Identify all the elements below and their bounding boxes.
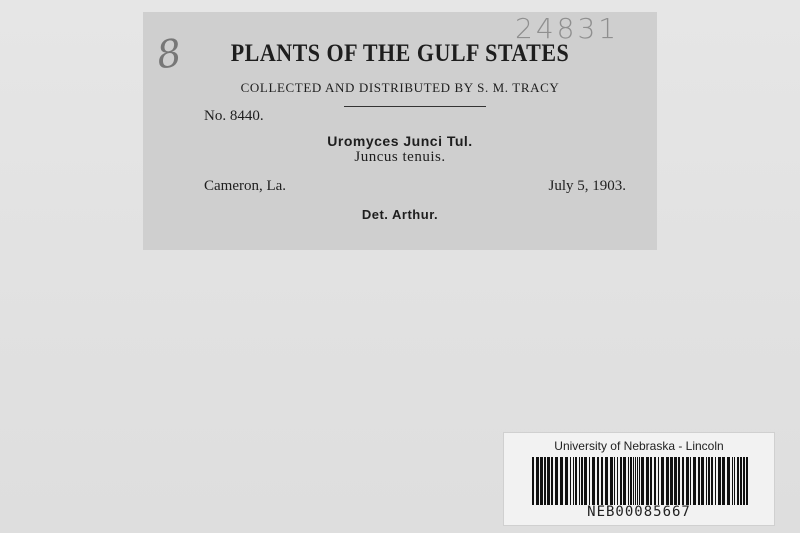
barcode-bar [551, 457, 553, 505]
barcode-bar [628, 457, 629, 505]
barcode-bar [693, 457, 696, 505]
barcode-bar [740, 457, 742, 505]
barcode-bar [732, 457, 733, 505]
barcode-bar [690, 457, 691, 505]
barcode-bar [715, 457, 716, 505]
barcode-bar [623, 457, 626, 505]
barcode-bar [734, 457, 735, 505]
barcode-bar [727, 457, 730, 505]
barcode-bar [565, 457, 568, 505]
barcode-bar [584, 457, 587, 505]
barcode-bar [544, 457, 546, 505]
barcode-bar [630, 457, 632, 505]
locality: Cameron, La. [204, 178, 287, 194]
barcode-bar [610, 457, 613, 505]
barcode-bar [617, 457, 618, 505]
determiner: Det. Arthur. [361, 207, 439, 222]
barcode-bar [670, 457, 673, 505]
barcode-bar [633, 457, 634, 505]
label-title: PLANTS OF THE GULF STATES [230, 38, 570, 67]
barcode-bar [573, 457, 574, 505]
accession-number: 24831 [515, 12, 620, 45]
barcode-bar [601, 457, 603, 505]
barcode-bar [581, 457, 583, 505]
barcode-bar [639, 457, 640, 505]
barcode-bar [743, 457, 745, 505]
barcode-card [503, 432, 775, 526]
barcode-bar [637, 457, 638, 505]
barcode-bar [706, 457, 707, 505]
barcode-bar [635, 457, 636, 505]
barcode-number: NEB00085667 [587, 504, 691, 520]
barcode-bar [650, 457, 652, 505]
barcode-bar [682, 457, 684, 505]
barcode-bar [592, 457, 595, 505]
barcode-bar [722, 457, 725, 505]
barcode-bar [674, 457, 677, 505]
barcode-bar [570, 457, 571, 505]
barcode-bar [614, 457, 615, 505]
barcode-bar [532, 457, 534, 505]
specimen-number: No. 8440. [204, 108, 264, 124]
barcode-icon [532, 457, 748, 505]
margin-mark: 8 [154, 30, 185, 78]
barcode-bar [708, 457, 710, 505]
barcode-bar [686, 457, 689, 505]
barcode-bar [641, 457, 644, 505]
barcode-bar [547, 457, 550, 505]
barcode-bar [658, 457, 659, 505]
barcode-bar [711, 457, 713, 505]
barcode-bar [698, 457, 700, 505]
barcode-bar [654, 457, 656, 505]
barcode-bar [579, 457, 580, 505]
barcode-bar [555, 457, 558, 505]
collection-date: July 5, 1903. [548, 178, 626, 194]
institution-name: University of Nebraska - Lincoln [554, 439, 724, 453]
collector-line: COLLECTED AND DISTRIBUTED BY S. M. TRACY [240, 80, 560, 95]
host-name: Juncus tenuis. [354, 149, 446, 165]
barcode-bar [605, 457, 608, 505]
barcode-bar [597, 457, 599, 505]
barcode-bar [718, 457, 721, 505]
barcode-bar [646, 457, 649, 505]
barcode-bar [575, 457, 577, 505]
divider-rule [344, 106, 486, 107]
barcode-bar [560, 457, 563, 505]
barcode-bar [746, 457, 748, 505]
barcode-bar [540, 457, 543, 505]
barcode-bar [666, 457, 669, 505]
barcode-bar [536, 457, 539, 505]
barcode-bar [589, 457, 590, 505]
barcode-bar [737, 457, 739, 505]
barcode-bar [661, 457, 664, 505]
barcode-bar [701, 457, 704, 505]
barcode-bar [678, 457, 680, 505]
specimen-label [143, 12, 657, 250]
barcode-bar [620, 457, 622, 505]
species-name: Uromyces Junci Tul. [327, 133, 473, 149]
